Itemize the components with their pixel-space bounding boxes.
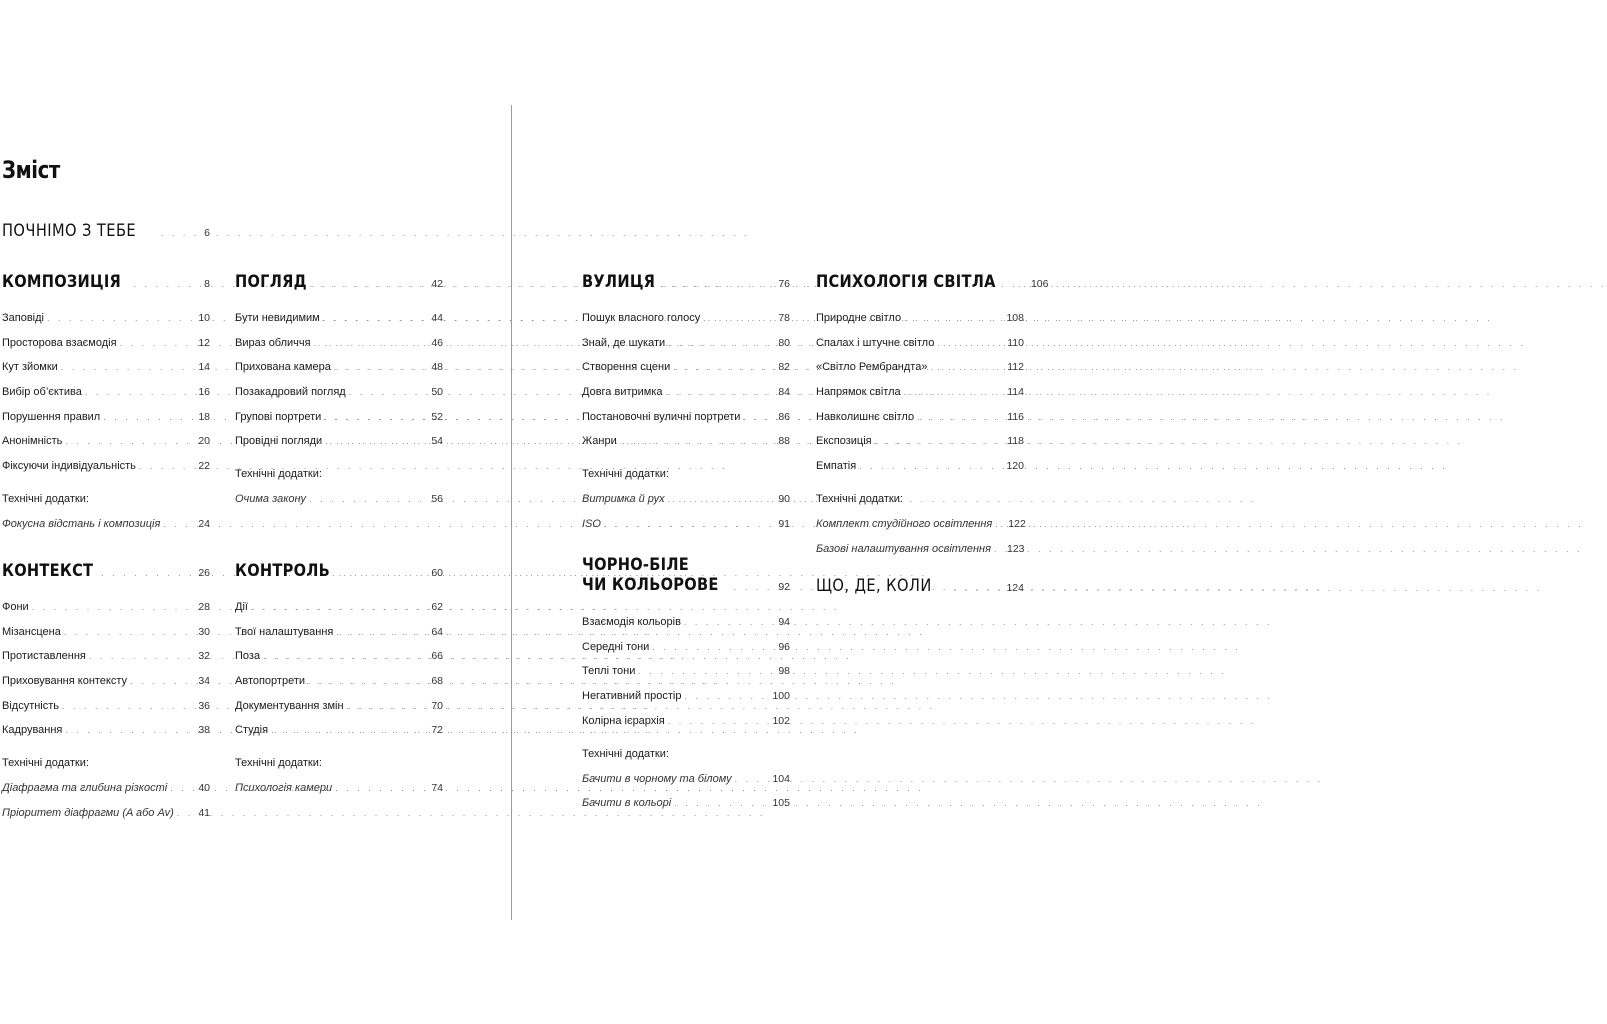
page-number: 106 xyxy=(1030,278,1049,290)
dot-leader xyxy=(859,459,1003,473)
toc-entry[interactable] xyxy=(2,625,210,639)
page-number: 28 xyxy=(198,601,210,613)
page-number: 123 xyxy=(1007,542,1025,555)
toc-entry[interactable] xyxy=(582,360,790,374)
page-number: 72 xyxy=(431,724,443,737)
heading-label: ПСИХОЛОГІЯ СВІТЛА xyxy=(816,272,996,292)
entry-label: Базові налаштування освітлення xyxy=(816,542,991,555)
page-number: 84 xyxy=(778,386,790,399)
dot-leader xyxy=(930,360,1004,374)
dot-leader xyxy=(734,580,775,594)
toc-entry[interactable] xyxy=(582,640,790,654)
page-number: 80 xyxy=(778,336,790,349)
entry-label: Кут зйомки xyxy=(2,361,58,374)
section-gaze-items xyxy=(235,311,443,506)
toc-entry[interactable] xyxy=(235,385,443,399)
heading-label: ЩО, ДЕ, КОЛИ xyxy=(816,576,932,596)
page-number: 66 xyxy=(431,650,443,663)
entry-label: Бути невидимим xyxy=(235,312,320,324)
dot-leader xyxy=(620,434,776,448)
dot-leader xyxy=(652,640,775,654)
page-number: 16 xyxy=(198,386,210,399)
page-number: 94 xyxy=(778,616,790,628)
dot-leader xyxy=(89,649,195,663)
entry-label: Вираз обличчя xyxy=(235,336,311,349)
entry-label: Комплект студійного освітлення xyxy=(816,518,993,531)
entry-label: Емпатія xyxy=(816,460,857,473)
entry-label: Дії xyxy=(235,601,248,613)
toc-entry[interactable] xyxy=(582,311,790,325)
entry-label: Негативний простір xyxy=(582,690,682,703)
page-number: 78 xyxy=(778,312,790,324)
page-number: 91 xyxy=(778,518,790,531)
entry-label: Фокусна відстань і композиція xyxy=(2,518,161,531)
entry-label: Студія xyxy=(235,724,269,737)
dot-leader xyxy=(170,781,195,795)
dot-leader xyxy=(324,410,428,424)
page-number: 48 xyxy=(431,361,443,374)
section-heading[interactable] xyxy=(235,561,443,583)
dot-leader xyxy=(684,689,769,703)
toc-entry[interactable] xyxy=(2,723,210,737)
toc-entry[interactable] xyxy=(235,699,443,713)
entry-label: Фіксуючи індивідуальність xyxy=(2,460,136,473)
entry-label: Мізансцена xyxy=(2,625,61,638)
dot-leader xyxy=(133,277,201,291)
page-number: 26 xyxy=(198,567,210,579)
dot-leader xyxy=(703,311,775,325)
entry-label: Жанри xyxy=(582,435,617,448)
dot-leader xyxy=(271,723,428,737)
toc-entry[interactable] xyxy=(235,723,443,737)
dot-leader xyxy=(335,781,428,795)
dot-leader xyxy=(904,385,1005,399)
toc-entry[interactable] xyxy=(2,459,210,473)
left-page xyxy=(0,0,511,1024)
right-page xyxy=(513,0,1049,1024)
page-number: 52 xyxy=(431,410,443,423)
toc-entry[interactable] xyxy=(816,336,1024,350)
toc-entry[interactable] xyxy=(2,385,210,399)
section-gaze xyxy=(235,272,443,294)
entry-label: Твої налаштування xyxy=(235,625,334,638)
dot-leader xyxy=(251,600,428,614)
page-number: 68 xyxy=(431,675,443,688)
page-number: 92 xyxy=(778,581,790,593)
tech-appendix-label: Технічні додатки: xyxy=(582,468,669,481)
entry-label: Навколишнє світло xyxy=(816,410,915,423)
page-number: 36 xyxy=(198,699,210,712)
toc-entry[interactable] xyxy=(582,517,790,531)
section-context xyxy=(2,561,210,583)
section-heading-line1 xyxy=(582,555,790,575)
toc-entry[interactable] xyxy=(235,625,443,639)
toc-entry[interactable] xyxy=(582,772,790,786)
toc-entry[interactable] xyxy=(235,336,443,350)
page-number: 108 xyxy=(1006,312,1024,324)
toc-entry[interactable] xyxy=(582,434,790,448)
entry-label: Анонімність xyxy=(2,435,63,448)
toc-entry[interactable] xyxy=(816,410,1024,424)
toc-entry[interactable] xyxy=(2,221,210,241)
dot-leader xyxy=(312,277,429,291)
entry-label: Порушення правил xyxy=(2,410,101,423)
section-light-psychology xyxy=(816,272,1049,294)
toc-entry[interactable] xyxy=(2,781,210,795)
dot-leader xyxy=(347,699,429,713)
toc-entry[interactable] xyxy=(2,699,210,713)
entry-label: ISO xyxy=(582,518,601,531)
page-number: 96 xyxy=(778,640,790,653)
page-number: 6 xyxy=(204,227,210,239)
page-title: Зміст xyxy=(2,156,60,184)
page-number: 42 xyxy=(431,278,443,290)
toc-entry[interactable] xyxy=(235,360,443,374)
dot-leader xyxy=(325,434,428,448)
section-light-psychology-items xyxy=(816,311,1024,556)
entry-label: Поза xyxy=(235,650,261,663)
page-number: 50 xyxy=(431,386,443,399)
section-heading[interactable] xyxy=(816,272,1049,294)
dot-leader xyxy=(994,542,1004,556)
toc-entry[interactable] xyxy=(235,674,443,688)
entry-label: Документування змін xyxy=(235,699,344,712)
entry-label: Групові портрети xyxy=(235,410,322,423)
dot-leader xyxy=(65,723,195,737)
section-heading[interactable] xyxy=(582,272,790,294)
tech-appendix-label: Технічні додатки: xyxy=(816,493,903,506)
section-composition xyxy=(2,272,210,294)
dot-leader xyxy=(64,625,195,639)
entry-label: Заповіді xyxy=(2,312,44,324)
toc-entry[interactable] xyxy=(582,714,790,728)
entry-label: Створення сцени xyxy=(582,361,671,374)
toc-entry[interactable] xyxy=(235,434,443,448)
entry-label: Експозиція xyxy=(816,435,872,448)
entry-label: Бачити в чорному та білому xyxy=(582,772,732,785)
tech-appendix-label: Технічні додатки: xyxy=(235,468,322,481)
dot-leader xyxy=(668,714,770,728)
toc-entry[interactable] xyxy=(582,689,790,703)
dot-leader xyxy=(103,410,195,424)
toc-entry[interactable] xyxy=(816,517,1024,531)
dot-leader xyxy=(101,566,195,580)
toc-entry[interactable] xyxy=(235,311,443,325)
entry-label: Теплі тони xyxy=(582,665,636,678)
toc-entry[interactable] xyxy=(816,360,1024,374)
dot-leader xyxy=(1018,277,1028,291)
dot-leader xyxy=(349,385,429,399)
page-number: 64 xyxy=(431,625,443,638)
dot-leader xyxy=(875,434,1005,448)
section-control xyxy=(235,561,443,583)
section-what-where-when xyxy=(816,576,1024,601)
toc-entry[interactable] xyxy=(816,311,1024,325)
page-number: 44 xyxy=(431,312,443,324)
toc-entry[interactable] xyxy=(582,796,790,810)
page-number: 18 xyxy=(198,410,210,423)
toc-entry[interactable] xyxy=(582,664,790,678)
toc-entry[interactable] xyxy=(2,806,210,820)
dot-leader xyxy=(47,311,195,325)
page-number: 54 xyxy=(431,435,443,448)
toc-entry[interactable] xyxy=(816,542,1024,556)
section-heading[interactable] xyxy=(582,575,790,597)
entry-label: Позакадровий погляд xyxy=(235,386,346,399)
dot-leader xyxy=(339,566,429,580)
entry-label: Напрямок світла xyxy=(816,386,901,399)
page-number: 10 xyxy=(198,312,210,324)
page-number: 122 xyxy=(1008,518,1026,531)
dot-leader xyxy=(668,492,776,506)
dot-leader xyxy=(904,311,1003,325)
toc-entry[interactable] xyxy=(235,781,443,795)
toc-entry[interactable] xyxy=(816,459,1024,473)
dot-leader xyxy=(604,517,775,531)
page-number: 14 xyxy=(198,361,210,374)
toc-entry[interactable] xyxy=(2,336,210,350)
toc-entry[interactable] xyxy=(2,600,210,614)
dot-leader xyxy=(308,674,428,688)
page-number: 98 xyxy=(778,665,790,678)
heading-label-line1: ЧОРНО-БІЛЕ xyxy=(582,555,689,575)
toc-entry[interactable] xyxy=(816,385,1024,399)
entry-label: Спалах і штучне світло xyxy=(816,336,935,349)
dot-leader xyxy=(61,360,195,374)
entry-label: Очима закону xyxy=(235,493,307,506)
entry-label: Знай, де шукати xyxy=(582,336,666,349)
entry-label: Вибір об’єктива xyxy=(2,386,82,399)
dot-leader xyxy=(32,600,196,614)
heading-label: КОНТРОЛЬ xyxy=(235,561,331,581)
tech-appendix-label: Технічні додатки: xyxy=(2,493,89,506)
entry-label: Пріоритет діафрагми (A або Av) xyxy=(2,807,174,820)
page-number: 24 xyxy=(198,518,210,531)
page-number: 124 xyxy=(1006,582,1024,594)
section-heading[interactable] xyxy=(816,576,1024,601)
section-composition-items xyxy=(2,311,210,531)
entry-label: Протиставлення xyxy=(2,650,86,663)
dot-leader xyxy=(673,360,775,374)
page-number: 30 xyxy=(198,625,210,638)
toc-entry[interactable] xyxy=(582,385,790,399)
dot-leader xyxy=(666,385,776,399)
section-bw-or-color-items xyxy=(582,615,790,810)
entry-label: Взаємодія кольорів xyxy=(582,616,681,628)
entry-label: Приховування контексту xyxy=(2,675,128,688)
section-context-items xyxy=(2,600,210,820)
entry-label: Відсутність xyxy=(2,699,60,712)
entry-label: Автопортрети xyxy=(235,675,306,688)
dot-leader xyxy=(954,581,1004,595)
intro-entry xyxy=(2,221,210,241)
page-number: 56 xyxy=(431,493,443,506)
page-number: 60 xyxy=(431,567,443,579)
entry-label: Витримка й рух xyxy=(582,493,665,506)
entry-label: Фони xyxy=(2,601,29,613)
section-bw-or-color xyxy=(582,555,790,597)
entry-label: Постановочні вуличні портрети xyxy=(582,410,741,423)
toc-entry[interactable] xyxy=(235,410,443,424)
page-number: 114 xyxy=(1007,386,1024,399)
dot-leader xyxy=(120,336,196,350)
page-number: 41 xyxy=(198,807,210,820)
dot-leader xyxy=(177,806,196,820)
dot-leader xyxy=(743,410,775,424)
tech-appendix-label: Технічні додатки: xyxy=(2,757,89,770)
page-number: 116 xyxy=(1007,410,1024,423)
entry-label: Колірна ієрархія xyxy=(582,714,665,727)
dot-leader xyxy=(309,492,428,506)
dot-leader xyxy=(674,796,769,810)
entry-label: Прихована камера xyxy=(235,361,331,374)
heading-label: КОНТЕКСТ xyxy=(2,561,94,581)
dot-leader xyxy=(684,615,775,629)
dot-leader xyxy=(735,772,770,786)
dot-leader xyxy=(668,336,775,350)
entry-label: Середні тони xyxy=(582,640,650,653)
page-number: 32 xyxy=(198,650,210,663)
toc-entry[interactable] xyxy=(2,410,210,424)
page-number: 38 xyxy=(198,724,210,737)
dot-leader xyxy=(638,664,775,678)
page-number: 82 xyxy=(778,361,790,374)
page-number: 22 xyxy=(198,460,210,473)
toc-entry[interactable] xyxy=(582,615,790,629)
dot-leader xyxy=(323,311,429,325)
heading-label: ПОГЛЯД xyxy=(235,272,307,292)
page-number: 70 xyxy=(431,699,443,712)
dot-leader xyxy=(334,360,428,374)
page-number: 46 xyxy=(431,336,443,349)
section-heading[interactable] xyxy=(235,272,443,294)
entry-label: Психологія камери xyxy=(235,782,333,795)
section-street xyxy=(582,272,790,294)
page-number: 8 xyxy=(204,278,210,290)
toc-entry[interactable] xyxy=(2,434,210,448)
page-number: 88 xyxy=(778,435,790,448)
dot-leader xyxy=(130,674,195,688)
dot-leader xyxy=(62,699,195,713)
section-control-items xyxy=(235,600,443,795)
page-number: 105 xyxy=(772,797,790,810)
toc-entry[interactable] xyxy=(582,410,790,424)
entry-label: Просторова взаємодія xyxy=(2,336,117,349)
entry-label: Діафрагма та глибина різкості xyxy=(2,782,168,795)
toc-entry[interactable] xyxy=(2,517,210,531)
dot-leader xyxy=(263,649,428,663)
toc-entry[interactable] xyxy=(582,492,790,506)
heading-label: КОМПОЗИЦІЯ xyxy=(2,272,122,292)
dot-leader xyxy=(336,625,428,639)
toc-entry[interactable] xyxy=(235,492,443,506)
page-number: 112 xyxy=(1007,361,1024,374)
dot-leader xyxy=(163,517,195,531)
page-number: 34 xyxy=(198,675,210,688)
page-number: 118 xyxy=(1007,435,1024,448)
dot-leader xyxy=(139,459,195,473)
page-number: 102 xyxy=(772,714,790,727)
page-number: 120 xyxy=(1006,460,1024,473)
toc-entry[interactable] xyxy=(816,434,1024,448)
page-number: 76 xyxy=(778,278,790,290)
toc-entry[interactable] xyxy=(235,649,443,663)
page-number: 40 xyxy=(198,782,210,795)
tech-appendix-label: Технічні додатки: xyxy=(582,747,669,760)
entry-label: «Світло Рембрандта» xyxy=(816,361,928,374)
dot-leader xyxy=(85,385,195,399)
entry-label: ПОЧНІМО З ТЕБЕ xyxy=(2,221,137,241)
section-heading[interactable] xyxy=(2,272,210,294)
entry-label: Бачити в кольорі xyxy=(582,797,672,810)
toc-entry[interactable] xyxy=(2,649,210,663)
section-street-items xyxy=(582,311,790,531)
toc-entry[interactable] xyxy=(2,311,210,325)
page-number: 74 xyxy=(431,782,443,795)
tech-appendix-label: Технічні додатки: xyxy=(235,757,322,770)
section-heading[interactable] xyxy=(2,561,210,583)
page-number: 90 xyxy=(778,493,790,506)
page-number: 110 xyxy=(1007,336,1024,349)
heading-label: ВУЛИЦЯ xyxy=(582,272,656,292)
entry-label: Природне світло xyxy=(816,312,902,324)
entry-label: Пошук власного голосу xyxy=(582,312,701,324)
entry-label: Довга витримка xyxy=(582,386,663,399)
dot-leader xyxy=(161,226,201,240)
dot-leader xyxy=(660,277,775,291)
heading-label-line2: ЧИ КОЛЬОРОВЕ xyxy=(582,575,719,595)
entry-label: Кадрування xyxy=(2,724,63,737)
toc-entry[interactable] xyxy=(2,674,210,688)
toc-entry[interactable] xyxy=(2,360,210,374)
dot-leader xyxy=(937,336,1004,350)
page-number: 104 xyxy=(772,772,790,785)
dot-leader xyxy=(314,336,429,350)
entry-label: Провідні погляди xyxy=(235,435,323,448)
toc-entry[interactable] xyxy=(235,600,443,614)
dot-leader xyxy=(65,434,195,448)
page-number: 100 xyxy=(772,690,790,703)
page-number: 20 xyxy=(198,435,210,448)
page-number: 86 xyxy=(778,410,790,423)
page-number: 62 xyxy=(431,601,443,613)
dot-leader xyxy=(917,410,1004,424)
toc-entry[interactable] xyxy=(582,336,790,350)
dot-leader xyxy=(995,517,1005,531)
page-number: 12 xyxy=(198,336,210,349)
book-spine-divider xyxy=(511,105,512,920)
